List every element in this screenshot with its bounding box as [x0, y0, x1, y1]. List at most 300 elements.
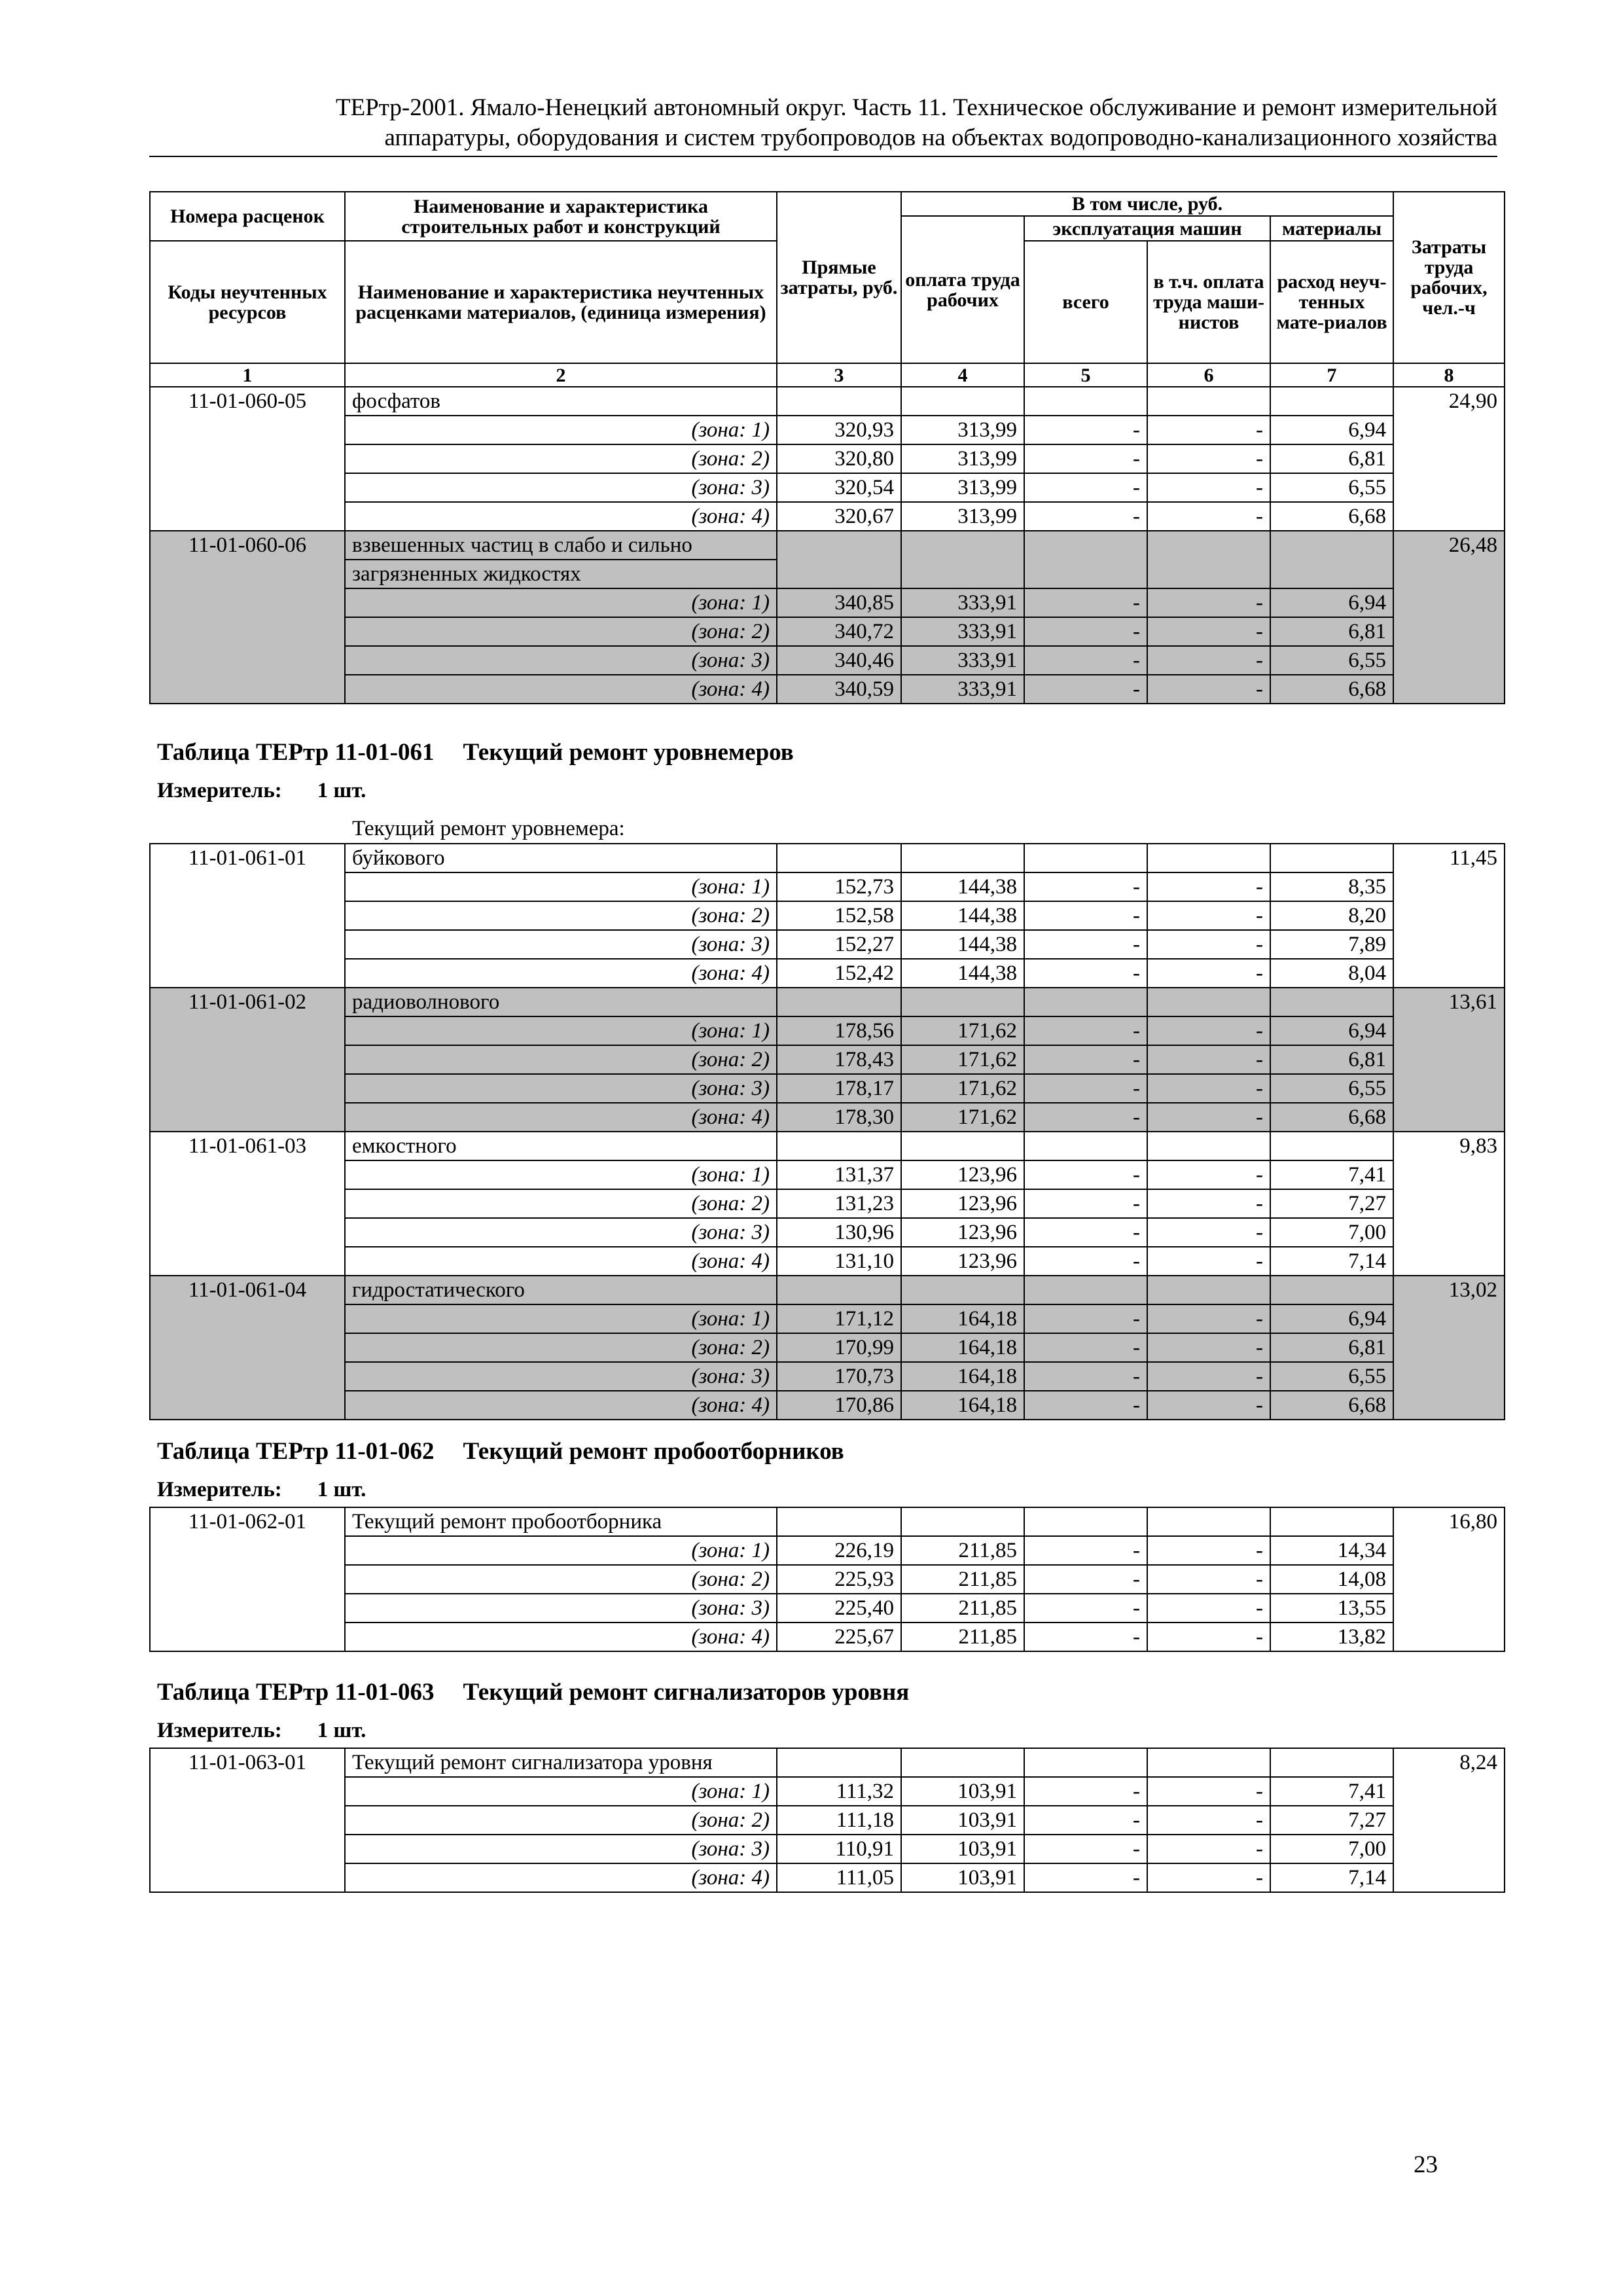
worker-wages-value: 123,96	[901, 1160, 1024, 1189]
zone-label: (зона: 2)	[345, 901, 777, 930]
materials-value: 8,35	[1270, 872, 1393, 901]
zone-label: (зона: 2)	[345, 1189, 777, 1218]
machines-total-value: -	[1024, 1565, 1147, 1594]
empty-cell	[1024, 1748, 1147, 1777]
machinist-wages-value: -	[1147, 416, 1270, 444]
machinist-wages-value: -	[1147, 1304, 1270, 1333]
machinist-wages-value: -	[1147, 1074, 1270, 1103]
worker-wages-value: 171,62	[901, 1045, 1024, 1074]
zone-label: (зона: 2)	[345, 1565, 777, 1594]
direct-costs-value: 111,32	[777, 1777, 901, 1806]
machines-total-value: -	[1024, 1806, 1147, 1835]
machinist-wages-value: -	[1147, 1565, 1270, 1594]
direct-costs-value: 178,43	[777, 1045, 901, 1074]
labor-hours: 16,80	[1393, 1507, 1505, 1651]
empty-cell	[1270, 1507, 1393, 1536]
zone-label: (зона: 1)	[345, 416, 777, 444]
zone-row	[150, 1218, 1505, 1247]
worker-wages-value: 211,85	[901, 1594, 1024, 1623]
table-body	[150, 1748, 1505, 1892]
direct-costs-value: 226,19	[777, 1536, 901, 1565]
direct-costs-value: 320,54	[777, 473, 901, 502]
measure-063	[157, 1719, 366, 1743]
machines-total-value: -	[1024, 502, 1147, 531]
direct-costs-value: 178,17	[777, 1074, 901, 1103]
direct-costs-value: 131,10	[777, 1247, 901, 1276]
zone-row	[150, 1074, 1505, 1103]
table-code: Таблица ТЕРтр 11-01-063	[157, 1679, 435, 1706]
rate-name: взвешенных частиц в слабо и сильно	[345, 531, 777, 560]
machines-total-value: -	[1024, 1189, 1147, 1218]
zone-label: (зона: 3)	[345, 1218, 777, 1247]
direct-costs-value: 170,99	[777, 1333, 901, 1362]
direct-costs-value: 110,91	[777, 1835, 901, 1863]
rate-name: радиоволнового	[345, 988, 777, 1016]
machinist-wages-value: -	[1147, 617, 1270, 646]
machinist-wages-value: -	[1147, 1247, 1270, 1276]
rates-table-061	[149, 843, 1505, 1420]
page-number: 23	[1414, 2151, 1438, 2178]
empty-cell	[901, 988, 1024, 1016]
worker-wages-value: 313,99	[901, 444, 1024, 473]
zone-row	[150, 872, 1505, 901]
machinist-wages-value: -	[1147, 502, 1270, 531]
empty-cell	[1270, 1748, 1393, 1777]
worker-wages-value: 211,85	[901, 1536, 1024, 1565]
machines-total-value: -	[1024, 1074, 1147, 1103]
rate-row	[150, 387, 1505, 416]
materials-value: 7,41	[1270, 1160, 1393, 1189]
empty-cell	[1024, 531, 1147, 588]
measure-061	[157, 779, 366, 803]
col-number: 1	[150, 363, 345, 387]
rate-row	[150, 1507, 1505, 1536]
worker-wages-value: 123,96	[901, 1189, 1024, 1218]
machinist-wages-value: -	[1147, 675, 1270, 704]
materials-value: 7,00	[1270, 1835, 1393, 1863]
worker-wages-value: 333,91	[901, 617, 1024, 646]
worker-wages-value: 164,18	[901, 1391, 1024, 1420]
direct-costs-value: 225,93	[777, 1565, 901, 1594]
empty-cell	[1024, 1507, 1147, 1536]
worker-wages-value: 333,91	[901, 646, 1024, 675]
empty-cell	[1270, 988, 1393, 1016]
machines-total-value: -	[1024, 1160, 1147, 1189]
rates-table-063	[149, 1748, 1505, 1893]
zone-label: (зона: 2)	[345, 1806, 777, 1835]
worker-wages-value: 103,91	[901, 1806, 1024, 1835]
col-machinist-wages: в т.ч. оплата труда маши-нистов	[1147, 241, 1270, 363]
machines-total-value: -	[1024, 1863, 1147, 1892]
direct-costs-value: 225,67	[777, 1623, 901, 1651]
machinist-wages-value: -	[1147, 1863, 1270, 1892]
materials-value: 13,82	[1270, 1623, 1393, 1651]
zone-label: (зона: 4)	[345, 502, 777, 531]
measure-value: 1 шт.	[317, 1719, 366, 1742]
column-header	[150, 192, 1505, 387]
table-body	[150, 844, 1505, 1420]
measure-label: Измеритель:	[157, 779, 282, 802]
rate-code: 11-01-060-05	[150, 387, 345, 531]
empty-cell	[901, 387, 1024, 416]
col-resource-codes: Коды неучтенных ресурсов	[150, 241, 345, 363]
materials-value: 7,14	[1270, 1863, 1393, 1892]
materials-value: 13,55	[1270, 1594, 1393, 1623]
empty-cell	[1024, 387, 1147, 416]
empty-cell	[1147, 844, 1270, 872]
materials-value: 7,14	[1270, 1247, 1393, 1276]
materials-value: 6,68	[1270, 1103, 1393, 1132]
empty-cell	[901, 1276, 1024, 1304]
zone-row	[150, 959, 1505, 988]
table-title-062	[157, 1437, 844, 1465]
materials-value: 6,55	[1270, 646, 1393, 675]
machinist-wages-value: -	[1147, 646, 1270, 675]
zone-label: (зона: 4)	[345, 1623, 777, 1651]
measure-062	[157, 1478, 366, 1502]
materials-value: 6,55	[1270, 1362, 1393, 1391]
zone-label: (зона: 4)	[345, 675, 777, 704]
materials-value: 14,34	[1270, 1536, 1393, 1565]
labor-hours: 24,90	[1393, 387, 1505, 531]
col-number: 5	[1024, 363, 1147, 387]
machines-total-value: -	[1024, 617, 1147, 646]
zone-row	[150, 588, 1505, 617]
machines-total-value: -	[1024, 1016, 1147, 1045]
machinist-wages-value: -	[1147, 1623, 1270, 1651]
empty-cell	[777, 387, 901, 416]
direct-costs-value: 320,80	[777, 444, 901, 473]
machines-total-value: -	[1024, 1247, 1147, 1276]
rate-row	[150, 844, 1505, 872]
column-numbers-row	[150, 363, 1505, 387]
rate-code: 11-01-061-02	[150, 988, 345, 1132]
empty-cell	[777, 988, 901, 1016]
col-machines-total: всего	[1024, 241, 1147, 363]
machinist-wages-value: -	[1147, 1016, 1270, 1045]
materials-value: 6,68	[1270, 675, 1393, 704]
col-materials: материалы	[1270, 216, 1393, 241]
zone-row	[150, 901, 1505, 930]
machinist-wages-value: -	[1147, 930, 1270, 959]
materials-value: 6,81	[1270, 1333, 1393, 1362]
machinist-wages-value: -	[1147, 1362, 1270, 1391]
worker-wages-value: 211,85	[901, 1623, 1024, 1651]
rate-name: гидростатического	[345, 1276, 777, 1304]
direct-costs-value: 152,27	[777, 930, 901, 959]
materials-value: 6,81	[1270, 1045, 1393, 1074]
col-rate-numbers: Номера расценок	[150, 192, 345, 241]
zone-row	[150, 1103, 1505, 1132]
direct-costs-value: 320,93	[777, 416, 901, 444]
machines-total-value: -	[1024, 1362, 1147, 1391]
worker-wages-value: 123,96	[901, 1247, 1024, 1276]
col-group-including: В том числе, руб.	[901, 192, 1393, 216]
zone-label: (зона: 4)	[345, 1103, 777, 1132]
empty-cell	[777, 844, 901, 872]
rate-name: буйкового	[345, 844, 777, 872]
zone-row	[150, 1835, 1505, 1863]
materials-value: 8,20	[1270, 901, 1393, 930]
zone-row	[150, 1777, 1505, 1806]
direct-costs-value: 171,12	[777, 1304, 901, 1333]
rate-code: 11-01-063-01	[150, 1748, 345, 1892]
materials-value: 6,81	[1270, 444, 1393, 473]
machines-total-value: -	[1024, 1536, 1147, 1565]
rate-name: фосфатов	[345, 387, 777, 416]
col-work-name: Наименование и характеристика строительных работ и конструкций	[345, 192, 777, 241]
machines-total-value: -	[1024, 1391, 1147, 1420]
worker-wages-value: 144,38	[901, 930, 1024, 959]
machines-total-value: -	[1024, 959, 1147, 988]
machines-total-value: -	[1024, 444, 1147, 473]
zone-row	[150, 1594, 1505, 1623]
machinist-wages-value: -	[1147, 1189, 1270, 1218]
zone-row	[150, 473, 1505, 502]
measure-value: 1 шт.	[317, 779, 366, 802]
empty-cell	[1147, 1748, 1270, 1777]
zone-row	[150, 646, 1505, 675]
rate-code: 11-01-061-01	[150, 844, 345, 988]
empty-cell	[901, 531, 1024, 588]
zone-row	[150, 1806, 1505, 1835]
empty-cell	[1147, 1132, 1270, 1160]
empty-cell	[1147, 531, 1270, 588]
table-body	[150, 387, 1505, 704]
machines-total-value: -	[1024, 646, 1147, 675]
labor-hours: 26,48	[1393, 531, 1505, 704]
zone-label: (зона: 1)	[345, 872, 777, 901]
worker-wages-value: 171,62	[901, 1074, 1024, 1103]
rate-row	[150, 531, 1505, 560]
empty-cell	[901, 1507, 1024, 1536]
labor-hours: 9,83	[1393, 1132, 1505, 1276]
worker-wages-value: 103,91	[901, 1863, 1024, 1892]
col-number: 7	[1270, 363, 1393, 387]
direct-costs-value: 111,05	[777, 1863, 901, 1892]
machinist-wages-value: -	[1147, 1777, 1270, 1806]
zone-label: (зона: 1)	[345, 1160, 777, 1189]
col-machine-operation: эксплуатация машин	[1024, 216, 1270, 241]
machinist-wages-value: -	[1147, 1835, 1270, 1863]
materials-value: 8,04	[1270, 959, 1393, 988]
empty-cell	[1270, 844, 1393, 872]
machines-total-value: -	[1024, 1304, 1147, 1333]
table-caption: Текущий ремонт пробоотборников	[463, 1438, 844, 1465]
rate-code: 11-01-061-03	[150, 1132, 345, 1276]
zone-row	[150, 1333, 1505, 1362]
measure-label: Измеритель:	[157, 1478, 282, 1501]
running-header	[149, 93, 1497, 153]
zone-label: (зона: 1)	[345, 1536, 777, 1565]
machinist-wages-value: -	[1147, 1103, 1270, 1132]
empty-cell	[1024, 844, 1147, 872]
rate-code: 11-01-062-01	[150, 1507, 345, 1651]
worker-wages-value: 171,62	[901, 1016, 1024, 1045]
worker-wages-value: 123,96	[901, 1218, 1024, 1247]
worker-wages-value: 313,99	[901, 473, 1024, 502]
zone-row	[150, 1016, 1505, 1045]
zone-label: (зона: 2)	[345, 617, 777, 646]
empty-cell	[1270, 1132, 1393, 1160]
worker-wages-value: 171,62	[901, 1103, 1024, 1132]
zone-row	[150, 675, 1505, 704]
materials-value: 6,94	[1270, 416, 1393, 444]
zone-label: (зона: 2)	[345, 1333, 777, 1362]
zone-label: (зона: 3)	[345, 1835, 777, 1863]
rate-row	[150, 988, 1505, 1016]
direct-costs-value: 152,73	[777, 872, 901, 901]
zone-row	[150, 1189, 1505, 1218]
worker-wages-value: 103,91	[901, 1777, 1024, 1806]
machines-total-value: -	[1024, 901, 1147, 930]
materials-value: 6,94	[1270, 1304, 1393, 1333]
zone-label: (зона: 4)	[345, 1247, 777, 1276]
zone-label: (зона: 2)	[345, 444, 777, 473]
rate-name-continued: загрязненных жидкостях	[345, 560, 777, 588]
zone-label: (зона: 4)	[345, 1391, 777, 1420]
empty-cell	[1024, 1276, 1147, 1304]
col-number: 3	[777, 363, 901, 387]
col-worker-wages: оплата труда рабочих	[901, 216, 1024, 363]
zone-row	[150, 1536, 1505, 1565]
zone-label: (зона: 3)	[345, 1362, 777, 1391]
col-direct-costs: Прямые затраты, руб.	[777, 192, 901, 363]
materials-value: 6,55	[1270, 473, 1393, 502]
empty-cell	[901, 1748, 1024, 1777]
rate-name: Текущий ремонт сигнализатора уровня	[345, 1748, 777, 1777]
empty-cell	[1024, 988, 1147, 1016]
machinist-wages-value: -	[1147, 1218, 1270, 1247]
rate-code: 11-01-061-04	[150, 1276, 345, 1420]
direct-costs-value: 131,23	[777, 1189, 901, 1218]
rate-row	[150, 1748, 1505, 1777]
col-number: 8	[1393, 363, 1505, 387]
zone-label: (зона: 3)	[345, 473, 777, 502]
rate-code: 11-01-060-06	[150, 531, 345, 704]
zone-row	[150, 1304, 1505, 1333]
materials-value: 7,41	[1270, 1777, 1393, 1806]
machinist-wages-value: -	[1147, 1536, 1270, 1565]
machines-total-value: -	[1024, 1103, 1147, 1132]
materials-value: 7,00	[1270, 1218, 1393, 1247]
worker-wages-value: 313,99	[901, 502, 1024, 531]
table-title-061	[157, 738, 794, 766]
materials-value: 14,08	[1270, 1565, 1393, 1594]
worker-wages-value: 164,18	[901, 1362, 1024, 1391]
zone-label: (зона: 1)	[345, 588, 777, 617]
worker-wages-value: 144,38	[901, 901, 1024, 930]
zone-label: (зона: 3)	[345, 1594, 777, 1623]
zone-label: (зона: 1)	[345, 1016, 777, 1045]
table-caption: Текущий ремонт уровнемеров	[463, 739, 794, 766]
zone-row	[150, 1362, 1505, 1391]
rate-name: Текущий ремонт пробоотборника	[345, 1507, 777, 1536]
machinist-wages-value: -	[1147, 1391, 1270, 1420]
table-code: Таблица ТЕРтр 11-01-062	[157, 1438, 435, 1465]
labor-hours: 13,02	[1393, 1276, 1505, 1420]
header-line-2: аппаратуры, оборудования и систем трубопроводов на объектах водопроводно-канализационного хозяйства	[384, 124, 1497, 151]
empty-cell	[1024, 1132, 1147, 1160]
col-material-names: Наименование и характеристика неучтенных расценками материалов, (единица измерения)	[345, 241, 777, 363]
worker-wages-value: 333,91	[901, 588, 1024, 617]
zone-row	[150, 930, 1505, 959]
zone-label: (зона: 3)	[345, 930, 777, 959]
machines-total-value: -	[1024, 1594, 1147, 1623]
zone-label: (зона: 1)	[345, 1304, 777, 1333]
header-rule	[149, 156, 1497, 157]
machines-total-value: -	[1024, 930, 1147, 959]
empty-cell	[1147, 387, 1270, 416]
machinist-wages-value: -	[1147, 959, 1270, 988]
empty-cell	[1147, 988, 1270, 1016]
direct-costs-value: 340,85	[777, 588, 901, 617]
rates-table-060	[149, 191, 1505, 704]
empty-cell	[777, 1132, 901, 1160]
machinist-wages-value: -	[1147, 1160, 1270, 1189]
empty-cell	[777, 1748, 901, 1777]
group-intro-text: Текущий ремонт уровнемера:	[352, 817, 625, 840]
table-caption: Текущий ремонт сигнализаторов уровня	[463, 1679, 910, 1706]
header-line-1: ТЕРтр-2001. Ямало-Ненецкий автономный округ. Часть 11. Техническое обслуживание и ремонт измерительной	[335, 94, 1497, 121]
table-code: Таблица ТЕРтр 11-01-061	[157, 739, 435, 766]
zone-row	[150, 1863, 1505, 1892]
labor-hours: 13,61	[1393, 988, 1505, 1132]
materials-value: 6,68	[1270, 502, 1393, 531]
labor-hours: 8,24	[1393, 1748, 1505, 1892]
machinist-wages-value: -	[1147, 588, 1270, 617]
labor-hours: 11,45	[1393, 844, 1505, 988]
direct-costs-value: 178,30	[777, 1103, 901, 1132]
worker-wages-value: 144,38	[901, 872, 1024, 901]
worker-wages-value: 103,91	[901, 1835, 1024, 1863]
machines-total-value: -	[1024, 1045, 1147, 1074]
machinist-wages-value: -	[1147, 901, 1270, 930]
empty-cell	[1147, 1276, 1270, 1304]
machines-total-value: -	[1024, 1623, 1147, 1651]
machines-total-value: -	[1024, 872, 1147, 901]
worker-wages-value: 164,18	[901, 1333, 1024, 1362]
machines-total-value: -	[1024, 675, 1147, 704]
direct-costs-value: 340,59	[777, 675, 901, 704]
zone-label: (зона: 3)	[345, 646, 777, 675]
materials-value: 6,81	[1270, 617, 1393, 646]
zone-row	[150, 1623, 1505, 1651]
zone-label: (зона: 4)	[345, 959, 777, 988]
direct-costs-value: 152,58	[777, 901, 901, 930]
machines-total-value: -	[1024, 416, 1147, 444]
machinist-wages-value: -	[1147, 473, 1270, 502]
col-unaccounted-materials: расход неуч-тенных мате-риалов	[1270, 241, 1393, 363]
machines-total-value: -	[1024, 588, 1147, 617]
zone-row	[150, 617, 1505, 646]
zone-row	[150, 502, 1505, 531]
direct-costs-value: 131,37	[777, 1160, 901, 1189]
empty-cell	[1270, 387, 1393, 416]
direct-costs-value: 170,73	[777, 1362, 901, 1391]
direct-costs-value: 225,40	[777, 1594, 901, 1623]
empty-cell	[1270, 531, 1393, 588]
col-number: 6	[1147, 363, 1270, 387]
zone-row	[150, 1247, 1505, 1276]
worker-wages-value: 164,18	[901, 1304, 1024, 1333]
measure-value: 1 шт.	[317, 1478, 366, 1501]
direct-costs-value: 340,72	[777, 617, 901, 646]
machinist-wages-value: -	[1147, 444, 1270, 473]
direct-costs-value: 178,56	[777, 1016, 901, 1045]
zone-row	[150, 1160, 1505, 1189]
machinist-wages-value: -	[1147, 872, 1270, 901]
